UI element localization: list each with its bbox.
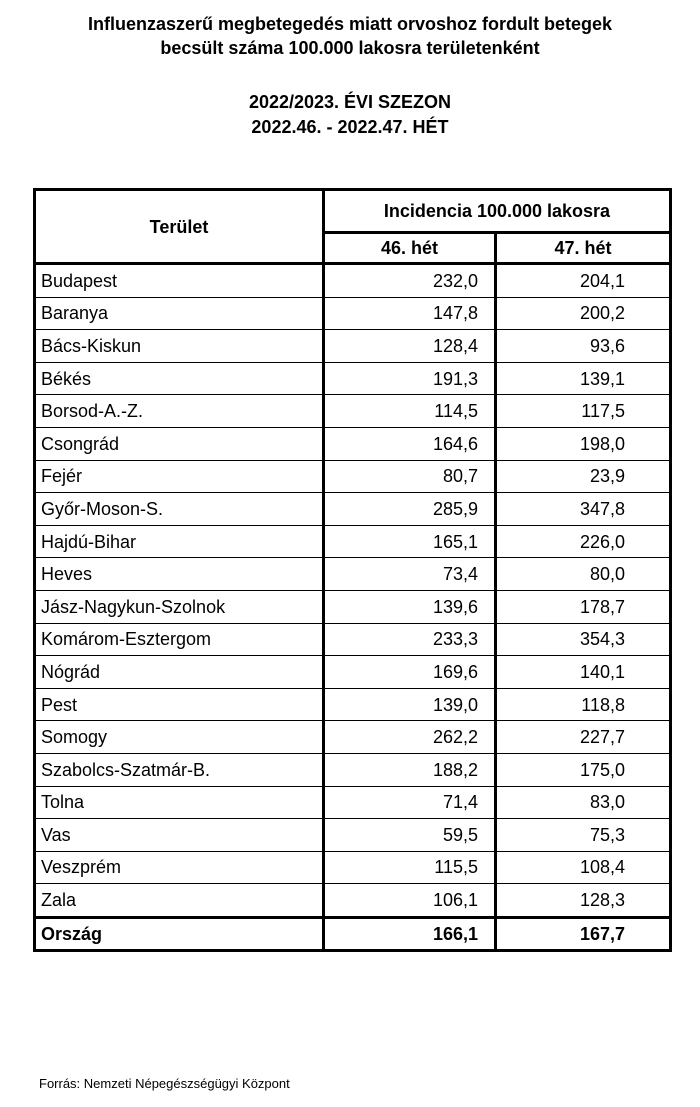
week-46-value: 165,1	[324, 525, 496, 558]
source-note: Forrás: Nemzeti Népegészségügyi Központ	[39, 1076, 290, 1091]
total-week-47: 167,7	[496, 917, 671, 950]
week-47-header: 47. hét	[496, 233, 671, 264]
week-46-value: 114,5	[324, 395, 496, 428]
table-row	[35, 525, 671, 558]
territory-name: Heves	[35, 558, 324, 591]
week-46-value: 164,6	[324, 427, 496, 460]
week-47-value: 175,0	[496, 753, 671, 786]
territory-name: Szabolcs-Szatmár-B.	[35, 753, 324, 786]
table-row	[35, 884, 671, 918]
week-47-value: 227,7	[496, 721, 671, 754]
table-row	[35, 493, 671, 526]
week-47-value: 347,8	[496, 493, 671, 526]
week-47-value: 83,0	[496, 786, 671, 819]
week-47-value: 354,3	[496, 623, 671, 656]
table-row	[35, 721, 671, 754]
week-46-value: 80,7	[324, 460, 496, 493]
incidence-header: Incidencia 100.000 lakosra	[324, 190, 671, 233]
week-47-value: 139,1	[496, 362, 671, 395]
territory-name: Fejér	[35, 460, 324, 493]
incidence-table	[33, 188, 672, 952]
week-47-value: 117,5	[496, 395, 671, 428]
week-46-value: 139,0	[324, 688, 496, 721]
territory-name: Pest	[35, 688, 324, 721]
table-row	[35, 590, 671, 623]
territory-name: Békés	[35, 362, 324, 395]
week-46-value: 233,3	[324, 623, 496, 656]
table-body	[35, 264, 671, 918]
table-row	[35, 623, 671, 656]
week-47-value: 140,1	[496, 656, 671, 689]
table-row	[35, 460, 671, 493]
week-46-value: 188,2	[324, 753, 496, 786]
week-47-value: 226,0	[496, 525, 671, 558]
week-46-value: 147,8	[324, 297, 496, 330]
week-47-value: 178,7	[496, 590, 671, 623]
table-row	[35, 656, 671, 689]
territory-name: Somogy	[35, 721, 324, 754]
week-47-value: 23,9	[496, 460, 671, 493]
week-46-value: 169,6	[324, 656, 496, 689]
table-row	[35, 395, 671, 428]
title-line-2: becsült száma 100.000 lakosra területenként	[160, 38, 540, 58]
table-row	[35, 688, 671, 721]
table-row	[35, 786, 671, 819]
territory-name: Vas	[35, 819, 324, 852]
table-row	[35, 819, 671, 852]
week-47-value: 118,8	[496, 688, 671, 721]
territory-name: Nógrád	[35, 656, 324, 689]
week-46-value: 232,0	[324, 264, 496, 298]
territory-name: Baranya	[35, 297, 324, 330]
territory-name: Zala	[35, 884, 324, 918]
total-row	[35, 917, 671, 950]
week-46-value: 59,5	[324, 819, 496, 852]
week-47-value: 80,0	[496, 558, 671, 591]
week-range-label: 2022.46. - 2022.47. HÉT	[251, 117, 449, 137]
week-47-value: 93,6	[496, 330, 671, 363]
territory-name: Jász-Nagykun-Szolnok	[35, 590, 324, 623]
table-row	[35, 753, 671, 786]
title-line-1: Influenzaszerű megbetegedés miatt orvoshoz fordult betegek	[87, 14, 613, 34]
table-row	[35, 427, 671, 460]
week-47-value: 108,4	[496, 851, 671, 884]
territory-name: Tolna	[35, 786, 324, 819]
table-row	[35, 362, 671, 395]
territory-name: Bács-Kiskun	[35, 330, 324, 363]
week-47-value: 200,2	[496, 297, 671, 330]
week-46-value: 71,4	[324, 786, 496, 819]
week-47-value: 204,1	[496, 264, 671, 298]
territory-name: Hajdú-Bihar	[35, 525, 324, 558]
table-row	[35, 558, 671, 591]
week-46-value: 285,9	[324, 493, 496, 526]
total-week-46: 166,1	[324, 917, 496, 950]
week-47-value: 75,3	[496, 819, 671, 852]
territory-name: Csongrád	[35, 427, 324, 460]
season-label: 2022/2023. ÉVI SZEZON	[248, 92, 452, 112]
total-name: Ország	[35, 917, 324, 950]
table-row	[35, 264, 671, 298]
table-row	[35, 297, 671, 330]
week-46-value: 73,4	[324, 558, 496, 591]
week-46-value: 139,6	[324, 590, 496, 623]
territory-name: Borsod-A.-Z.	[35, 395, 324, 428]
week-46-value: 191,3	[324, 362, 496, 395]
table-row	[35, 851, 671, 884]
week-46-value: 128,4	[324, 330, 496, 363]
territory-name: Győr-Moson-S.	[35, 493, 324, 526]
week-46-value: 262,2	[324, 721, 496, 754]
week-46-value: 106,1	[324, 884, 496, 918]
territory-name: Budapest	[35, 264, 324, 298]
week-47-value: 198,0	[496, 427, 671, 460]
territory-name: Veszprém	[35, 851, 324, 884]
week-46-value: 115,5	[324, 851, 496, 884]
table-row	[35, 330, 671, 363]
week-46-header: 46. hét	[324, 233, 496, 264]
week-47-value: 128,3	[496, 884, 671, 918]
territory-header: Terület	[35, 190, 324, 264]
territory-name: Komárom-Esztergom	[35, 623, 324, 656]
